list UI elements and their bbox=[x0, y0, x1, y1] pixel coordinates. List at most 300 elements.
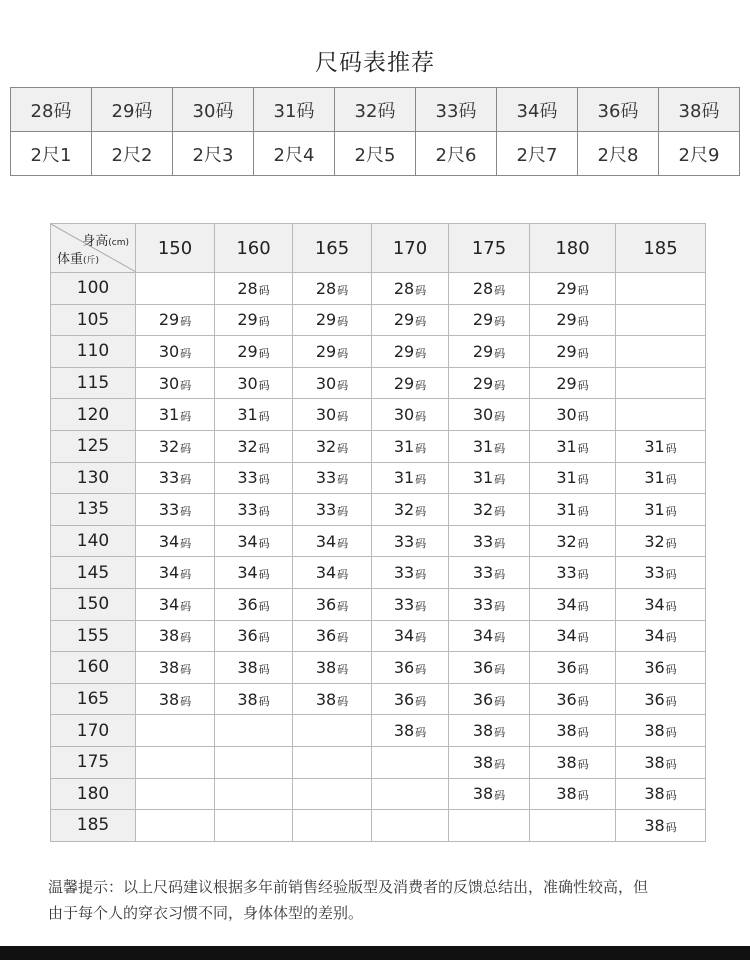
size-value: 29 bbox=[315, 310, 337, 330]
weight-header-cell: 180 bbox=[51, 778, 136, 810]
size-value: 36 bbox=[644, 689, 665, 709]
table-row bbox=[51, 746, 706, 778]
size-unit: 码 bbox=[415, 694, 427, 708]
size-cell bbox=[293, 746, 372, 778]
size-cell bbox=[449, 462, 530, 494]
table-row bbox=[51, 525, 706, 557]
weight-header-cell: 145 bbox=[51, 557, 136, 589]
table-row bbox=[51, 367, 706, 399]
size-value: 38 bbox=[158, 626, 180, 646]
size-unit: 码 bbox=[494, 410, 506, 424]
table-row bbox=[51, 557, 706, 589]
size-unit: 码 bbox=[337, 441, 349, 455]
size-value: 30 bbox=[393, 405, 415, 425]
size-value: 33 bbox=[472, 594, 494, 614]
size-value: 30 bbox=[556, 405, 577, 425]
size-cell bbox=[293, 652, 372, 684]
size-label-cell: 31码 bbox=[254, 88, 335, 132]
size-unit: 码 bbox=[665, 504, 677, 518]
size-unit: 码 bbox=[494, 631, 506, 645]
size-value: 33 bbox=[315, 468, 337, 488]
table-row bbox=[51, 620, 706, 652]
size-value: 29 bbox=[315, 341, 337, 361]
size-cell bbox=[215, 525, 293, 557]
size-unit: 码 bbox=[180, 536, 192, 550]
size-cell bbox=[530, 810, 616, 842]
table-row bbox=[51, 652, 706, 684]
size-value: 33 bbox=[393, 531, 415, 551]
size-cell bbox=[215, 557, 293, 589]
size-unit: 码 bbox=[494, 378, 506, 392]
size-cell bbox=[372, 557, 449, 589]
size-unit: 码 bbox=[180, 599, 192, 613]
size-value: 33 bbox=[237, 499, 258, 519]
waist-cell: 2尺9 bbox=[659, 132, 740, 176]
size-cell bbox=[530, 683, 616, 715]
waist-cell: 2尺7 bbox=[497, 132, 578, 176]
size-cell bbox=[293, 399, 372, 431]
size-cell bbox=[293, 304, 372, 336]
size-value: 36 bbox=[472, 657, 494, 677]
table-row bbox=[51, 304, 706, 336]
height-header-cell: 150 bbox=[136, 224, 215, 273]
size-value: 36 bbox=[472, 689, 494, 709]
size-unit: 码 bbox=[415, 504, 427, 518]
size-cell bbox=[372, 525, 449, 557]
size-unit: 码 bbox=[415, 631, 427, 645]
size-unit: 码 bbox=[415, 441, 427, 455]
size-cell bbox=[449, 430, 530, 462]
size-cell bbox=[136, 525, 215, 557]
size-value: 28 bbox=[393, 278, 415, 298]
size-cell bbox=[293, 430, 372, 462]
table-row bbox=[51, 683, 706, 715]
size-unit: 码 bbox=[665, 599, 677, 613]
size-cell bbox=[616, 304, 706, 336]
waist-cell: 2尺1 bbox=[11, 132, 92, 176]
size-cell bbox=[372, 304, 449, 336]
table-row bbox=[51, 494, 706, 526]
size-value: 36 bbox=[393, 657, 415, 677]
size-unit: 码 bbox=[665, 726, 677, 740]
table-row bbox=[51, 778, 706, 810]
size-value: 33 bbox=[393, 594, 415, 614]
size-value: 29 bbox=[393, 373, 415, 393]
waist-cell: 2尺2 bbox=[92, 132, 173, 176]
size-unit: 码 bbox=[494, 346, 506, 360]
size-unit: 码 bbox=[337, 283, 349, 297]
size-value: 38 bbox=[472, 784, 494, 804]
size-cell bbox=[372, 588, 449, 620]
size-unit: 码 bbox=[180, 662, 192, 676]
size-cell bbox=[215, 620, 293, 652]
size-value: 34 bbox=[556, 626, 577, 646]
weight-header-cell: 110 bbox=[51, 336, 136, 368]
size-value: 30 bbox=[237, 373, 258, 393]
size-value: 32 bbox=[158, 436, 180, 456]
size-value: 36 bbox=[237, 594, 258, 614]
size-value: 29 bbox=[472, 373, 494, 393]
size-unit: 码 bbox=[494, 315, 506, 329]
height-header-cell: 185 bbox=[616, 224, 706, 273]
size-value: 33 bbox=[472, 531, 494, 551]
height-header-cell: 160 bbox=[215, 224, 293, 273]
size-unit: 码 bbox=[494, 694, 506, 708]
size-value: 38 bbox=[556, 721, 577, 741]
size-cell bbox=[136, 683, 215, 715]
size-cell bbox=[530, 620, 616, 652]
size-value: 33 bbox=[158, 468, 180, 488]
weight-header-cell: 125 bbox=[51, 430, 136, 462]
size-value: 32 bbox=[472, 499, 494, 519]
size-value: 29 bbox=[237, 310, 258, 330]
height-axis-label: 身高(cm) bbox=[82, 234, 129, 249]
size-unit: 码 bbox=[665, 473, 677, 487]
size-cell bbox=[136, 462, 215, 494]
size-value: 33 bbox=[393, 563, 415, 583]
size-unit: 码 bbox=[337, 473, 349, 487]
tip-note bbox=[48, 874, 708, 926]
size-label-cell: 29码 bbox=[92, 88, 173, 132]
size-cell bbox=[136, 399, 215, 431]
size-value: 36 bbox=[393, 689, 415, 709]
size-cell bbox=[136, 494, 215, 526]
size-cell bbox=[372, 273, 449, 305]
size-unit: 码 bbox=[337, 631, 349, 645]
size-unit: 码 bbox=[258, 473, 270, 487]
size-unit: 码 bbox=[258, 378, 270, 392]
size-unit: 码 bbox=[337, 346, 349, 360]
size-cell bbox=[616, 683, 706, 715]
size-cell bbox=[449, 652, 530, 684]
size-value: 29 bbox=[237, 341, 258, 361]
size-cell bbox=[136, 367, 215, 399]
size-value: 28 bbox=[237, 278, 258, 298]
size-cell bbox=[136, 746, 215, 778]
size-value: 34 bbox=[393, 626, 415, 646]
weight-header-cell: 130 bbox=[51, 462, 136, 494]
size-unit: 码 bbox=[258, 315, 270, 329]
size-cell bbox=[372, 715, 449, 747]
size-unit: 码 bbox=[577, 473, 589, 487]
size-unit: 码 bbox=[494, 283, 506, 297]
size-value: 33 bbox=[556, 563, 577, 583]
size-value: 33 bbox=[158, 499, 180, 519]
size-unit: 码 bbox=[415, 378, 427, 392]
waist-cell: 2尺5 bbox=[335, 132, 416, 176]
size-label-cell: 32码 bbox=[335, 88, 416, 132]
size-cell bbox=[136, 430, 215, 462]
size-unit: 码 bbox=[665, 694, 677, 708]
size-unit: 码 bbox=[494, 662, 506, 676]
size-cell bbox=[136, 304, 215, 336]
size-cell bbox=[215, 367, 293, 399]
size-value: 34 bbox=[158, 594, 180, 614]
size-cell bbox=[530, 304, 616, 336]
size-cell bbox=[530, 462, 616, 494]
waist-row bbox=[11, 132, 740, 176]
size-value: 36 bbox=[644, 657, 665, 677]
size-value: 38 bbox=[556, 752, 577, 772]
size-cell bbox=[449, 715, 530, 747]
size-cell bbox=[136, 557, 215, 589]
size-value: 29 bbox=[556, 310, 577, 330]
size-cell bbox=[616, 715, 706, 747]
size-cell bbox=[616, 588, 706, 620]
size-unit: 码 bbox=[665, 536, 677, 550]
size-unit: 码 bbox=[415, 536, 427, 550]
size-cell bbox=[449, 557, 530, 589]
size-cell bbox=[449, 525, 530, 557]
size-value: 29 bbox=[556, 373, 577, 393]
size-value: 30 bbox=[315, 373, 337, 393]
size-unit: 码 bbox=[258, 631, 270, 645]
size-unit: 码 bbox=[337, 568, 349, 582]
size-unit: 码 bbox=[577, 726, 589, 740]
size-unit: 码 bbox=[415, 283, 427, 297]
size-value: 33 bbox=[644, 563, 665, 583]
size-cell bbox=[449, 367, 530, 399]
size-cell bbox=[215, 715, 293, 747]
size-unit: 码 bbox=[258, 504, 270, 518]
size-value: 33 bbox=[237, 468, 258, 488]
size-recommendation-table bbox=[50, 223, 706, 842]
size-cell bbox=[215, 304, 293, 336]
size-unit: 码 bbox=[415, 726, 427, 740]
waist-cell: 2尺3 bbox=[173, 132, 254, 176]
size-cell bbox=[616, 367, 706, 399]
size-value: 38 bbox=[237, 657, 258, 677]
size-value: 36 bbox=[315, 626, 337, 646]
size-value: 34 bbox=[158, 563, 180, 583]
size-cell bbox=[616, 778, 706, 810]
size-cell bbox=[215, 652, 293, 684]
bottom-bar bbox=[0, 946, 750, 960]
size-value: 31 bbox=[472, 436, 494, 456]
size-unit: 码 bbox=[577, 757, 589, 771]
size-cell bbox=[616, 620, 706, 652]
size-cell bbox=[372, 336, 449, 368]
size-unit: 码 bbox=[415, 599, 427, 613]
size-cell bbox=[449, 588, 530, 620]
size-unit: 码 bbox=[337, 599, 349, 613]
size-cell bbox=[372, 430, 449, 462]
size-value: 30 bbox=[158, 373, 180, 393]
size-cell bbox=[215, 746, 293, 778]
size-value: 32 bbox=[393, 499, 415, 519]
size-unit: 码 bbox=[337, 536, 349, 550]
size-cell bbox=[449, 810, 530, 842]
size-conversion-table bbox=[10, 87, 740, 176]
size-cell bbox=[136, 273, 215, 305]
table-row bbox=[51, 273, 706, 305]
size-cell bbox=[616, 746, 706, 778]
size-unit: 码 bbox=[180, 504, 192, 518]
size-unit: 码 bbox=[577, 283, 589, 297]
size-unit: 码 bbox=[494, 568, 506, 582]
size-label-cell: 36码 bbox=[578, 88, 659, 132]
size-cell bbox=[215, 462, 293, 494]
size-value: 33 bbox=[472, 563, 494, 583]
size-cell bbox=[372, 399, 449, 431]
size-unit: 码 bbox=[577, 536, 589, 550]
size-cell bbox=[530, 588, 616, 620]
size-value: 29 bbox=[556, 278, 577, 298]
size-cell bbox=[530, 430, 616, 462]
size-unit: 码 bbox=[577, 694, 589, 708]
size-cell bbox=[449, 683, 530, 715]
size-cell bbox=[293, 462, 372, 494]
size-cell bbox=[530, 494, 616, 526]
size-unit: 码 bbox=[665, 441, 677, 455]
height-header-cell: 170 bbox=[372, 224, 449, 273]
size-cell bbox=[215, 683, 293, 715]
size-unit: 码 bbox=[415, 315, 427, 329]
size-value: 29 bbox=[393, 341, 415, 361]
size-value: 34 bbox=[556, 594, 577, 614]
weight-header-cell: 115 bbox=[51, 367, 136, 399]
size-unit: 码 bbox=[494, 441, 506, 455]
size-cell bbox=[136, 652, 215, 684]
size-cell bbox=[530, 557, 616, 589]
size-value: 31 bbox=[556, 499, 577, 519]
table-row bbox=[51, 588, 706, 620]
size-cell bbox=[293, 494, 372, 526]
weight-header-cell: 175 bbox=[51, 746, 136, 778]
size-cell bbox=[530, 778, 616, 810]
size-value: 38 bbox=[644, 815, 665, 835]
size-row bbox=[11, 88, 740, 132]
weight-header-cell: 155 bbox=[51, 620, 136, 652]
size-unit: 码 bbox=[494, 599, 506, 613]
size-cell bbox=[449, 778, 530, 810]
size-value: 31 bbox=[393, 468, 415, 488]
size-unit: 码 bbox=[577, 441, 589, 455]
size-cell bbox=[530, 399, 616, 431]
weight-header-cell: 120 bbox=[51, 399, 136, 431]
size-cell bbox=[293, 683, 372, 715]
height-header-cell: 175 bbox=[449, 224, 530, 273]
size-unit: 码 bbox=[337, 315, 349, 329]
size-cell bbox=[372, 494, 449, 526]
size-cell bbox=[293, 273, 372, 305]
table-row bbox=[51, 336, 706, 368]
size-unit: 码 bbox=[258, 410, 270, 424]
size-cell bbox=[215, 588, 293, 620]
size-cell bbox=[616, 525, 706, 557]
size-value: 38 bbox=[472, 752, 494, 772]
size-unit: 码 bbox=[665, 757, 677, 771]
size-cell bbox=[136, 715, 215, 747]
size-label-cell: 30码 bbox=[173, 88, 254, 132]
size-unit: 码 bbox=[577, 662, 589, 676]
size-cell bbox=[449, 273, 530, 305]
size-value: 38 bbox=[556, 784, 577, 804]
size-value: 38 bbox=[315, 657, 337, 677]
size-cell bbox=[215, 494, 293, 526]
size-cell bbox=[293, 810, 372, 842]
size-cell bbox=[449, 746, 530, 778]
size-cell bbox=[215, 273, 293, 305]
size-unit: 码 bbox=[415, 568, 427, 582]
size-cell bbox=[616, 494, 706, 526]
size-cell bbox=[136, 620, 215, 652]
size-cell bbox=[530, 746, 616, 778]
size-value: 32 bbox=[556, 531, 577, 551]
size-cell bbox=[136, 810, 215, 842]
size-cell bbox=[616, 399, 706, 431]
size-cell bbox=[530, 715, 616, 747]
size-unit: 码 bbox=[494, 536, 506, 550]
size-value: 36 bbox=[556, 689, 577, 709]
size-value: 38 bbox=[644, 784, 665, 804]
size-value: 31 bbox=[472, 468, 494, 488]
size-value: 36 bbox=[237, 626, 258, 646]
size-cell bbox=[616, 810, 706, 842]
size-value: 38 bbox=[237, 689, 258, 709]
size-unit: 码 bbox=[415, 346, 427, 360]
size-cell bbox=[372, 810, 449, 842]
size-value: 32 bbox=[315, 436, 337, 456]
size-value: 31 bbox=[237, 405, 258, 425]
size-cell bbox=[136, 588, 215, 620]
size-cell bbox=[530, 525, 616, 557]
size-value: 29 bbox=[158, 310, 180, 330]
weight-header-cell: 160 bbox=[51, 652, 136, 684]
size-unit: 码 bbox=[665, 820, 677, 834]
size-label-cell: 38码 bbox=[659, 88, 740, 132]
size-cell bbox=[293, 525, 372, 557]
size-unit: 码 bbox=[180, 694, 192, 708]
size-unit: 码 bbox=[577, 789, 589, 803]
waist-cell: 2尺8 bbox=[578, 132, 659, 176]
size-unit: 码 bbox=[577, 346, 589, 360]
size-value: 34 bbox=[472, 626, 494, 646]
size-unit: 码 bbox=[494, 789, 506, 803]
size-value: 34 bbox=[237, 563, 258, 583]
size-unit: 码 bbox=[577, 315, 589, 329]
size-cell bbox=[372, 683, 449, 715]
size-value: 32 bbox=[644, 531, 665, 551]
size-unit: 码 bbox=[494, 726, 506, 740]
size-value: 38 bbox=[644, 721, 665, 741]
size-value: 34 bbox=[644, 594, 665, 614]
size-value: 34 bbox=[158, 531, 180, 551]
size-label-cell: 28码 bbox=[11, 88, 92, 132]
weight-header-cell: 150 bbox=[51, 588, 136, 620]
size-unit: 码 bbox=[180, 473, 192, 487]
table-row bbox=[51, 399, 706, 431]
weight-header-cell: 135 bbox=[51, 494, 136, 526]
size-cell bbox=[616, 557, 706, 589]
table-row bbox=[51, 462, 706, 494]
height-header-cell: 165 bbox=[293, 224, 372, 273]
size-value: 38 bbox=[158, 657, 180, 677]
size-unit: 码 bbox=[180, 631, 192, 645]
size-cell bbox=[215, 336, 293, 368]
size-unit: 码 bbox=[258, 599, 270, 613]
size-unit: 码 bbox=[180, 315, 192, 329]
size-cell bbox=[215, 399, 293, 431]
table-row bbox=[51, 810, 706, 842]
size-cell bbox=[215, 778, 293, 810]
size-cell bbox=[136, 336, 215, 368]
size-value: 31 bbox=[393, 436, 415, 456]
size-value: 32 bbox=[237, 436, 258, 456]
size-cell bbox=[449, 336, 530, 368]
size-unit: 码 bbox=[577, 504, 589, 518]
size-value: 29 bbox=[393, 310, 415, 330]
